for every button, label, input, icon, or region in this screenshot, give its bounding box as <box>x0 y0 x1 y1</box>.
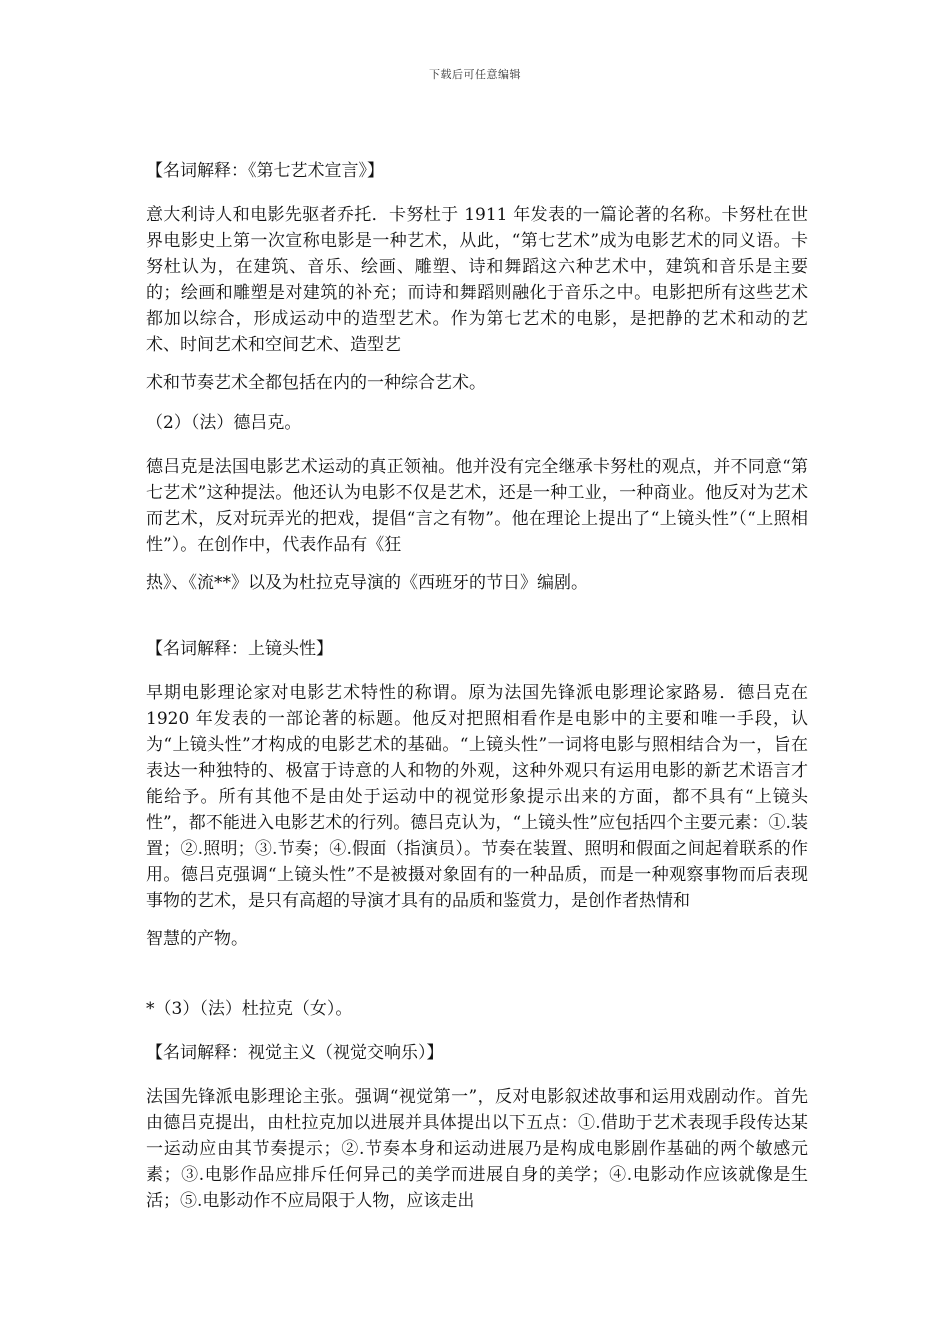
section-body-photogenie-text: 早期电影理论家对电影艺术特性的称谓。原为法国先锋派电影理论家路易．德吕克在 1920 年发表的一部论著的标题。他反对把照相看作是电影中的主要和唯一手段，认为“上镜头性”才构成的电影艺术的基础。“上镜头性”一词将电影与照相结合为一，旨在表达一种独特的、极富于诗意的人和物的外观，这种外观只有运用电影的新艺术语言才能给予。所有其他不是由处于运动中的视觉形象提示出来的方面，都不具有“上镜头性”，都不能进入电影艺术的行列。德吕克认为，“上镜头性”应包括四个主要元素：①.装置；②.照明；③.节奏；④.假面（指演员）。节奏在装置、照明和假面之间起着联系的作用。德吕克强调“上镜头性”不是被摄对象固有的一种品质，而是一种观察事物而后表现事物的艺术，是只有高超的导演才具有的品质和鉴赏力，是创作者热情和 <box>146 683 808 911</box>
section-body-visual-symphony: 法国先锋派电影理论主张。强调“视觉第一”，反对电影叙述故事和运用戏剧动作。首先由德吕克提出，由杜拉克加以进展并具体提出以下五点：①.借助于艺术表现手段传达某一运动应由其节奏提示；②.节奏本身和运动进展乃是构成电影剧作基础的两个敏感元素；③.电影作品应排斥任何异己的美学而进展自身的美学；④.电影动作应该就像是生活；⑤.电影动作不应局限于人物，应该走出 <box>146 1087 808 1211</box>
section-heading-seventh-art: 【名词解释：《第七艺术宣言》】 <box>146 161 384 181</box>
section-body-seventh-art-tail: 术和节奏艺术全都包括在内的一种综合艺术。 <box>146 373 486 393</box>
section-heading-delluc: （2）（法）德吕克。 <box>146 413 302 433</box>
document-content <box>146 158 808 1214</box>
section-heading-photogenie: 【名词解释：上镜头性】 <box>146 639 333 659</box>
section-heading-visual-symphony: 【名词解释：视觉主义（视觉交响乐）】 <box>146 1043 444 1063</box>
section-body-photogenie <box>146 680 808 952</box>
section-body-delluc-text: 德吕克是法国电影艺术运动的真正领袖。他并没有完全继承卡努杜的观点，并不同意“第七艺术”这种提法。他还认为电影不仅是艺术，还是一种工业，一种商业。他反对为艺术而艺术，反对玩弄光的把戏，提倡“言之有物”。他在理论上提出了“上镜头性”（“上照相性”）。在创作中，代表作品有《狂 <box>146 457 808 555</box>
section-body-seventh-art-text: 意大利诗人和电影先驱者乔托．卡努杜于 1911 年发表的一篇论著的名称。卡努杜在世界电影史上第一次宣称电影是一种艺术，从此，“第七艺术”成为电影艺术的同义语。卡努杜认为，在建筑、音乐、绘画、雕塑、诗和舞蹈这六种艺术中，建筑和音乐是主要的；绘画和雕塑是对建筑的补充；而诗和舞蹈则融化于音乐之中。电影把所有这些艺术都加以综合，形成运动中的造型艺术。作为第七艺术的电影，是把静的艺术和动的艺术、时间艺术和空间艺术、造型艺 <box>146 205 808 355</box>
section-body-photogenie-tail: 智慧的产物。 <box>146 929 248 949</box>
section-body-delluc <box>146 454 808 596</box>
section-body-seventh-art <box>146 202 808 396</box>
section-heading-dulac: *（3）（法）杜拉克（女）。 <box>146 999 353 1019</box>
section-body-delluc-tail: 热》、《流**》以及为杜拉克导演的《西班牙的节日》编剧。 <box>146 573 588 593</box>
page-header: 下载后可任意编辑 <box>429 68 521 81</box>
